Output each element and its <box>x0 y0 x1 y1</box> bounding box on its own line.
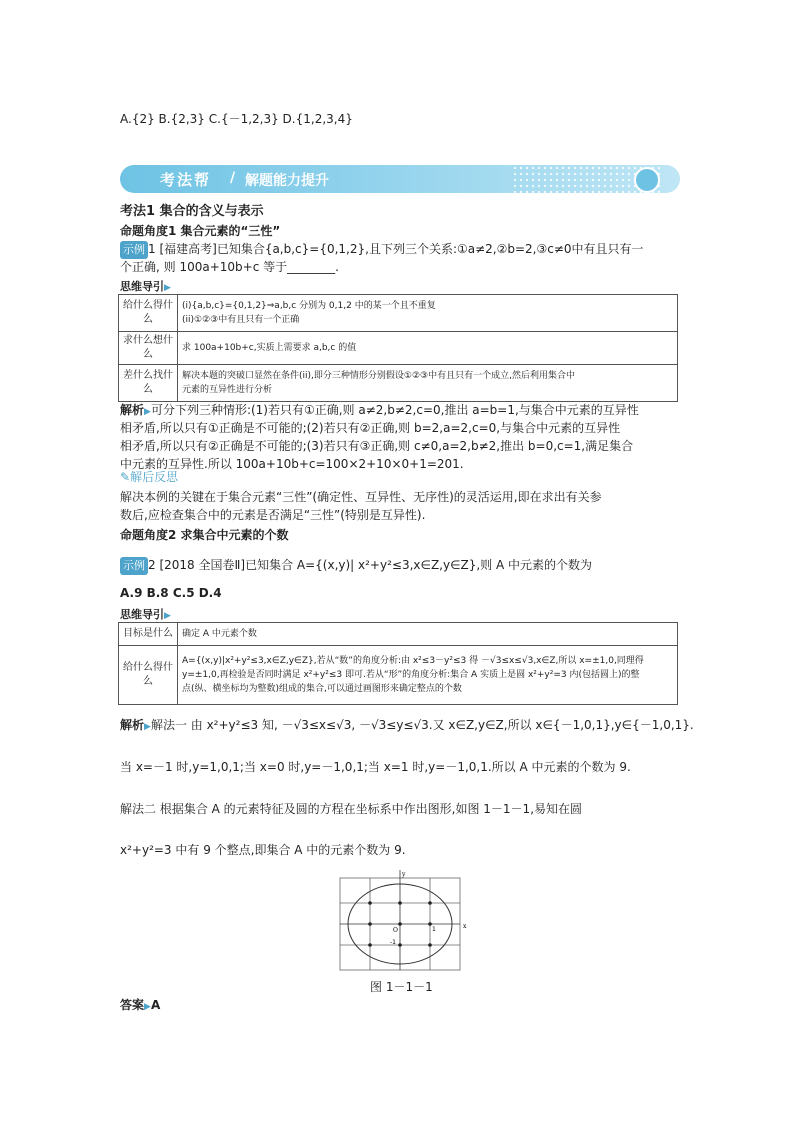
guide1-r3-head: 差什么找什么 <box>119 365 178 402</box>
bulb-icon <box>634 167 660 193</box>
section-banner <box>120 165 680 193</box>
options-line: A.{2} B.{2,3} C.{－1,2,3} D.{1,2,3,4} <box>120 112 353 126</box>
guide1-r1-cell <box>178 295 678 332</box>
answer-line: 答案▶A <box>120 998 161 1012</box>
solution2-line2: 当 x=－1 时,y=1,0,1;当 x=0 时,y=－1,0,1;当 x=1 时,y=－1,0,1.所以 A 中元素的个数为 9. <box>120 760 631 774</box>
example-tag: 示例 <box>120 241 148 259</box>
banner-subtitle: 解题能力提升 <box>245 173 329 189</box>
example1-line2: 个正确, 则 100a+10b+c 等于________. <box>120 260 339 274</box>
angle2-heading: 命题角度2 求集合中元素的个数 <box>120 528 289 542</box>
guide1-r1a: (i){a,b,c}={0,1,2}⇒a,b,c 分别为 0,1,2 中的某一个且不重复 <box>182 301 436 311</box>
options2-line: A.9 B.8 C.5 D.4 <box>120 586 222 600</box>
reflect-line2: 数后,应检查集合中的元素是否满足“三性”(特别是互异性). <box>120 508 426 522</box>
guide1-r3a: 解决本题的突破口显然在条件(ii),即分三种情形分别假设①②③中有且只有一个成立,然后利用集合中 <box>182 371 575 381</box>
reflect-line1: 解决本例的关键在于集合元素“三性”(确定性、互异性、无序性)的灵活运用,即在求出有关参 <box>120 490 602 504</box>
circle-lattice-figure <box>335 868 465 976</box>
guide-label: 思维导引▶ <box>120 280 171 293</box>
solution-label: 解析 <box>120 403 145 417</box>
guide1-r1b: (ii)①②③中有且只有一个正确 <box>182 315 300 325</box>
solution2-line3: 解法二 根据集合 A 的元素特征及圆的方程在坐标系中作出图形,如图 1－1－1,易知在圆 <box>120 802 583 816</box>
guide1-r1-head: 给什么得什么 <box>119 295 178 332</box>
guide1-r3-cell <box>178 365 678 402</box>
solution1-line1: 解析▶可分下列三种情形:(1)若只有①正确,则 a≠2,b≠2,c=0,推出 a=b=1,与集合中元素的互异性 <box>120 403 639 417</box>
guide-table-2 <box>118 622 678 705</box>
solution-label-2: 解析 <box>120 718 145 732</box>
angle1-heading: 命题角度1 集合元素的“三性” <box>120 224 281 238</box>
solution1-line4: 中元素的互异性.所以 100a+10b+c=100×2+10×0+1=201. <box>120 457 464 471</box>
guide2-r2-head: 给什么得什么 <box>119 646 178 705</box>
guide1-r2-head: 求什么想什么 <box>119 332 178 365</box>
solution1-line3: 相矛盾,所以只有②正确是不可能的;(3)若只有③正确,则 c≠0,a=2,b≠2,推出 b=0,c=1,满足集合 <box>120 439 634 453</box>
pencil-icon: ✎ <box>120 470 131 484</box>
x-axis-label: x <box>463 923 467 930</box>
guide2-r2c: 点(纵、横坐标均为整数)组成的集合,可以通过画图形来确定整点的个数 <box>182 684 462 694</box>
guide1-r2-cell: 求 100a+10b+c,实质上需要求 a,b,c 的值 <box>178 332 678 365</box>
guide2-r2b: y=±1,0,再检验是否同时满足 x²+y²≤3 即可.若从“形”的角度分析:集合 A 实质上是圆 x²+y²=3 内(包括圆上)的整 <box>182 670 640 680</box>
guide1-r3b: 元素的互异性进行分析 <box>182 385 273 395</box>
y-axis-label: y <box>402 871 406 878</box>
origin-label: O <box>393 927 398 934</box>
tick-1: 1 <box>432 926 436 933</box>
example1-text1: 1 [福建高考]已知集合{a,b,c}={0,1,2},且下列三个关系:①a≠2,②b=2,③c≠0中有且只有一 <box>148 242 644 256</box>
answer-value: A <box>150 998 161 1012</box>
figure-caption: 图 1－1－1 <box>370 980 433 994</box>
solution2-line4: x²+y²=3 中有 9 个整点,即集合 A 中的元素个数为 9. <box>120 843 406 857</box>
banner-title: 考法帮 <box>160 171 212 189</box>
reflect-title: ✎解后反思 <box>120 470 179 484</box>
kaofa-heading: 考法1 集合的含义与表示 <box>120 204 264 219</box>
solution1-line2: 相矛盾,所以只有①正确是不可能的;(2)若只有②正确,则 b=2,a=2,c=0,与集合中元素的互异性 <box>120 421 621 435</box>
example-tag-2: 示例 <box>120 557 148 575</box>
guide2-r1-head: 目标是什么 <box>119 623 178 646</box>
answer-label: 答案 <box>120 998 145 1012</box>
solution2-line1: 解析▶解法一 由 x²+y²≤3 知, －√3≤x≤√3, －√3≤y≤√3.又 x∈Z,y∈Z,所以 x∈{－1,0,1},y∈{－1,0,1}. <box>120 718 694 732</box>
guide-table-1 <box>118 294 678 402</box>
banner-divider: / <box>230 170 236 186</box>
example2-text: 2 [2018 全国卷Ⅱ]已知集合 A={(x,y)| x²+y²≤3,x∈Z,y∈Z},则 A 中元素的个数为 <box>148 558 593 572</box>
guide2-r1-cell: 确定 A 中元素个数 <box>178 623 678 646</box>
guide2-r2a: A={(x,y)|x²+y²≤3,x∈Z,y∈Z},若从“数”的角度分析:由 x²≤3－y²≤3 得 －√3≤x≤√3,x∈Z,所以 x=±1,0,同理得 <box>182 656 644 666</box>
example1-line1 <box>120 240 644 259</box>
guide2-r2-cell <box>178 646 678 705</box>
guide-label-2: 思维导引▶ <box>120 608 171 621</box>
tick-neg1: -1 <box>390 939 396 946</box>
example2-line <box>120 556 592 575</box>
